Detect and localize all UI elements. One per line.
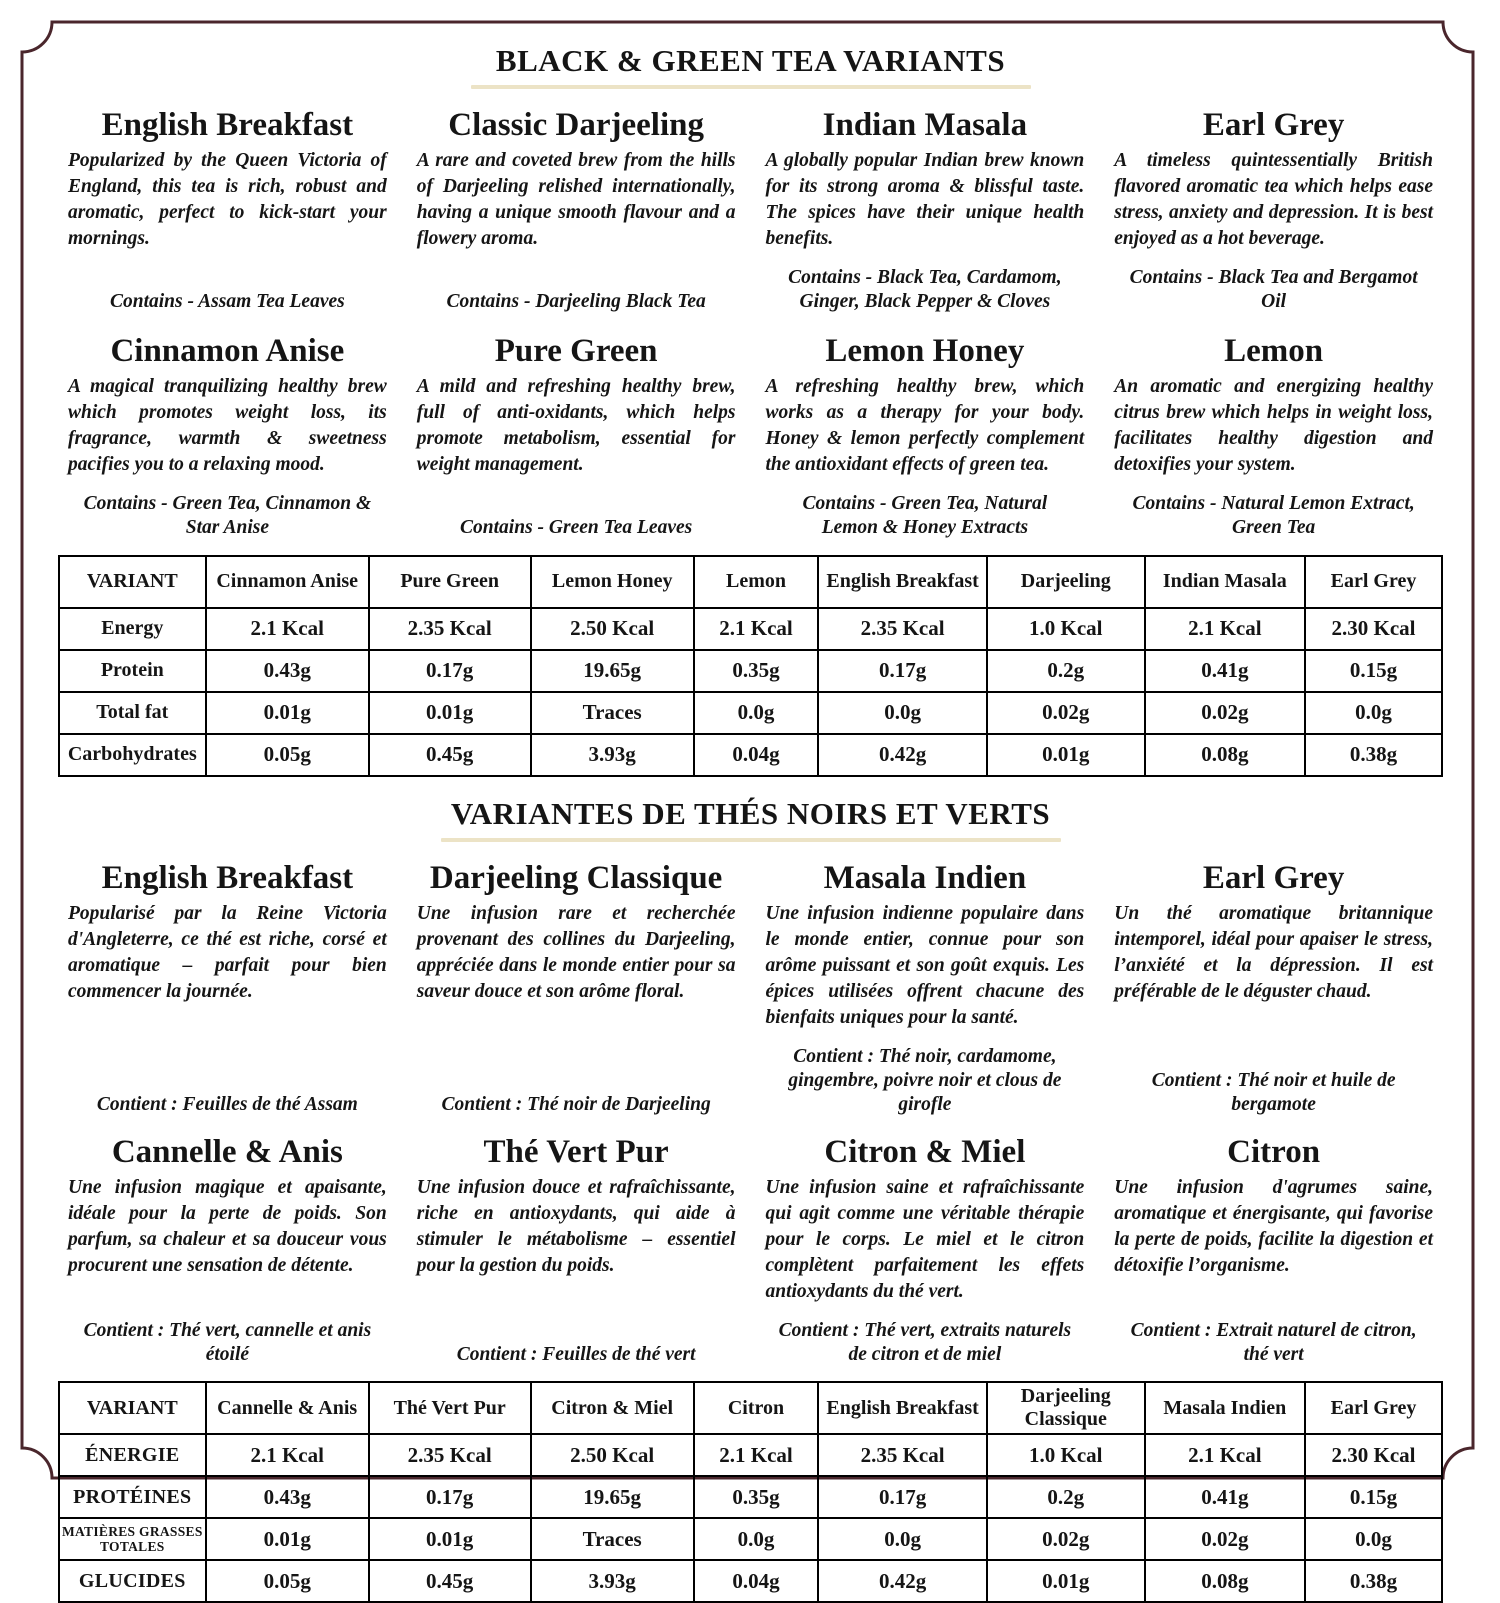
- tea-name: Pure Green: [494, 332, 658, 369]
- table-row-energie: [59, 1434, 1442, 1476]
- table-cell: 0.41g: [1145, 650, 1305, 692]
- tea-contains: Contient : Feuilles de thé vert: [456, 1343, 696, 1365]
- table-row-glucides: [59, 1560, 1442, 1602]
- tea-grid-french-row1: [58, 852, 1443, 1124]
- table-cell: 0.02g: [987, 692, 1145, 734]
- tea-card-earl-grey: [1114, 99, 1433, 321]
- table-cell: 0.35g: [694, 650, 818, 692]
- tea-description: Popularized by the Queen Victoria of England, this tea is rich, robust and aromatic, perfect to kick-start your mornings.: [68, 150, 387, 250]
- table-cell: 0.02g: [1145, 692, 1305, 734]
- table-cell: 0.17g: [818, 650, 987, 692]
- table-cell: 0.02g: [1145, 1518, 1305, 1560]
- table-header-cell: Earl Grey: [1305, 1382, 1442, 1434]
- table-cell: 0.0g: [818, 1518, 987, 1560]
- table-row-protein: [59, 650, 1442, 692]
- tea-contains: Contains - Green Tea, Natural Lemon & Honey Extracts: [802, 492, 1048, 539]
- tea-contains: Contains - Green Tea Leaves: [460, 517, 693, 539]
- table-header-row: [59, 1382, 1442, 1434]
- table-cell: 0.35g: [694, 1476, 818, 1518]
- tea-name: Cinnamon Anise: [110, 332, 345, 369]
- table-cell: 0.42g: [818, 734, 987, 776]
- table-cell: 0.43g: [206, 650, 369, 692]
- tea-description: Popularisé par la Reine Victoria d'Angleterre, ce thé est riche, corsé et aromatique – parfait pour bien commencer la journée.: [68, 902, 387, 1002]
- table-row-label: Carbohydrates: [59, 734, 206, 776]
- tea-contains: Contains - Darjeeling Black Tea: [446, 291, 706, 313]
- tea-card-darjeeling-classique: [417, 852, 736, 1124]
- tea-contains: Contains - Natural Lemon Extract, Green Tea: [1132, 492, 1415, 539]
- tea-name: Thé Vert Pur: [483, 1133, 669, 1170]
- tea-contains: Contient : Feuilles de thé Assam: [96, 1094, 358, 1116]
- table-cell: 2.30 Kcal: [1305, 1434, 1442, 1476]
- tea-name: Lemon Honey: [825, 332, 1025, 369]
- table-header-cell: Indian Masala: [1145, 556, 1305, 608]
- table-cell: Traces: [531, 1518, 694, 1560]
- tea-grid-english-row1: [58, 99, 1443, 321]
- table-cell: 0.45g: [369, 734, 531, 776]
- table-cell: 2.1 Kcal: [1145, 1434, 1305, 1476]
- table-cell: 0.0g: [1305, 692, 1442, 734]
- table-cell: 0.15g: [1305, 1476, 1442, 1518]
- table-row-carbohydrates: [59, 734, 1442, 776]
- section-title-english: BLACK & GREEN TEA VARIANTS: [495, 43, 1006, 78]
- nutrition-table-french: [58, 1381, 1443, 1603]
- tea-contains: Contient : Thé vert, extraits naturels de citron et de miel: [778, 1319, 1072, 1365]
- table-row-label: Total fat: [59, 692, 206, 734]
- section-english: [58, 44, 1443, 777]
- table-header-cell: Cannelle & Anis: [206, 1382, 369, 1434]
- table-row-matieres-grasses: [59, 1518, 1442, 1560]
- table-cell: 0.41g: [1145, 1476, 1305, 1518]
- table-row-proteines: [59, 1476, 1442, 1518]
- table-cell: 0.17g: [369, 1476, 531, 1518]
- table-cell: 0.0g: [818, 692, 987, 734]
- table-cell: 0.01g: [987, 734, 1145, 776]
- nutrition-table-english: [58, 555, 1443, 777]
- table-corner-cell: VARIANT: [59, 1382, 206, 1434]
- tea-name: English Breakfast: [101, 107, 354, 144]
- tea-card-classic-darjeeling: [417, 99, 736, 321]
- table-cell: 2.1 Kcal: [1145, 608, 1305, 650]
- table-cell: 0.2g: [987, 1476, 1145, 1518]
- table-cell: 0.01g: [206, 1518, 369, 1560]
- table-cell: 0.0g: [694, 1518, 818, 1560]
- table-cell: 0.43g: [206, 1476, 369, 1518]
- table-cell: Traces: [531, 692, 694, 734]
- table-header-cell: Cinnamon Anise: [206, 556, 369, 608]
- title-underline: [471, 85, 1031, 89]
- table-cell: 2.1 Kcal: [206, 608, 369, 650]
- table-cell: 2.35 Kcal: [818, 1434, 987, 1476]
- section-title-french: VARIANTES DE THÉS NOIRS ET VERTS: [450, 795, 1051, 831]
- table-row-total-fat: [59, 692, 1442, 734]
- table-cell: 0.05g: [206, 734, 369, 776]
- table-cell: 19.65g: [531, 650, 694, 692]
- tea-description: Un thé aromatique britannique intemporel, idéal pour apaiser le stress, l’anxiété et la dépression. Il est préférable de le déguster chaud.: [1114, 902, 1433, 1002]
- table-header-cell: Thé Vert Pur: [369, 1382, 531, 1434]
- table-cell: 1.0 Kcal: [987, 1434, 1145, 1476]
- table-cell: 0.04g: [694, 734, 818, 776]
- tea-name: Citron: [1227, 1133, 1321, 1170]
- tea-description: A magical tranquilizing healthy brew which promotes weight loss, its fragrance, warmth & sweetness pacifies you to a relaxing mood.: [68, 376, 387, 475]
- table-row-label: Protein: [59, 650, 206, 692]
- table-cell: 0.0g: [694, 692, 818, 734]
- tea-contains: Contient : Extrait naturel de citron, thé vert: [1130, 1319, 1417, 1365]
- tea-description: A refreshing healthy brew, which works as a therapy for your body. Honey & lemon perfectly complement the antioxidant effects of green tea.: [765, 376, 1085, 475]
- table-cell: 0.17g: [818, 1476, 987, 1518]
- tea-name: Earl Grey: [1202, 859, 1345, 896]
- table-header-cell: Lemon: [694, 556, 818, 608]
- tea-name: Earl Grey: [1202, 107, 1345, 144]
- tea-grid-english-row2: [58, 325, 1443, 547]
- table-header-cell: Lemon Honey: [531, 556, 694, 608]
- tea-card-english-breakfast-fr: [68, 852, 387, 1124]
- tea-name: Darjeeling Classique: [429, 859, 723, 896]
- tea-name: Indian Masala: [822, 107, 1028, 144]
- tea-description: A globally popular Indian brew known for its strong aroma & blissful taste. The spices have their unique health benefits.: [765, 150, 1085, 250]
- table-cell: 0.2g: [987, 650, 1145, 692]
- table-header-cell: Citron: [694, 1382, 818, 1434]
- table-cell: 0.04g: [694, 1560, 818, 1602]
- tea-description: An aromatic and energizing healthy citrus brew which helps in weight loss, facilitates healthy digestion and detoxifies your system.: [1114, 376, 1433, 475]
- table-cell: 1.0 Kcal: [987, 608, 1145, 650]
- tea-card-cinnamon-anise: [68, 325, 387, 547]
- table-header-cell: Earl Grey: [1305, 556, 1442, 608]
- tea-grid-french-row2: [58, 1126, 1443, 1374]
- table-header-cell: Pure Green: [369, 556, 531, 608]
- tea-description: Une infusion saine et rafraîchissante qui agit comme une véritable thérapie pour le corps. Le miel et le citron complètent parfaitement les effets antioxydants du thé vert.: [765, 1176, 1085, 1302]
- table-header-cell: English Breakfast: [818, 556, 987, 608]
- tea-contains: Contient : Thé vert, cannelle et anis étoilé: [83, 1319, 372, 1365]
- tea-card-the-vert-pur: [417, 1126, 736, 1374]
- table-cell: 2.50 Kcal: [531, 608, 694, 650]
- tea-card-cannelle-anis: [68, 1126, 387, 1374]
- table-header-cell: Masala Indien: [1145, 1382, 1305, 1434]
- tea-contains: Contains - Assam Tea Leaves: [110, 291, 345, 313]
- table-cell: 0.02g: [987, 1518, 1145, 1560]
- tea-description: Une infusion indienne populaire dans le monde entier, connue pour son arôme puissant et son goût exquis. Les épices utilisées offrent chacune des bienfaits uniques pour la santé.: [765, 902, 1085, 1028]
- table-header-row: [59, 556, 1442, 608]
- table-cell: 3.93g: [531, 734, 694, 776]
- table-cell: 2.30 Kcal: [1305, 608, 1442, 650]
- tea-name: Cannelle & Anis: [111, 1133, 343, 1170]
- tea-name: Lemon: [1224, 332, 1324, 369]
- table-corner-cell: VARIANT: [59, 556, 206, 608]
- tea-name: Citron & Miel: [824, 1133, 1026, 1170]
- tea-description: Une infusion rare et recherchée provenant des collines du Darjeeling, appréciée dans le monde entier pour sa saveur douce et son arôme floral.: [416, 902, 736, 1002]
- table-cell: 0.01g: [206, 692, 369, 734]
- tea-description: A timeless quintessentially British flavored aromatic tea which helps ease stress, anxiety and depression. It is best enjoyed as a hot beverage.: [1114, 150, 1433, 250]
- tea-contains: Contains - Black Tea and Bergamot Oil: [1129, 267, 1418, 313]
- table-row-label: MATIÈRES GRASSES TOTALES: [59, 1518, 206, 1560]
- table-header-cell: Citron & Miel: [531, 1382, 694, 1434]
- table-row-label: GLUCIDES: [59, 1560, 206, 1602]
- title-underline: [441, 838, 1061, 842]
- table-cell: 0.42g: [818, 1560, 987, 1602]
- tea-description: Une infusion d'agrumes saine, aromatique et énergisante, qui favorise la perte de poids, facilite la digestion et détoxifie l’organisme.: [1114, 1176, 1433, 1276]
- tea-description: Une infusion magique et apaisante, idéale pour la perte de poids. Son parfum, sa chaleur et sa douceur vous procurent une sensation de détente.: [68, 1176, 387, 1276]
- tea-contains: Contient : Thé noir de Darjeeling: [441, 1094, 711, 1116]
- table-cell: 2.50 Kcal: [531, 1434, 694, 1476]
- table-cell: 2.1 Kcal: [694, 1434, 818, 1476]
- table-header-cell: Darjeeling: [987, 556, 1145, 608]
- table-cell: 0.08g: [1145, 1560, 1305, 1602]
- tea-card-indian-masala: [766, 99, 1085, 321]
- tea-description: A mild and refreshing healthy brew, full of anti-oxidants, which helps promote metabolism, essential for weight management.: [416, 376, 736, 475]
- tea-contains: Contient : Thé noir, cardamome, gingembre, poivre noir et clous de girofle: [788, 1045, 1062, 1116]
- table-cell: 2.1 Kcal: [206, 1434, 369, 1476]
- section-french: [58, 797, 1443, 1603]
- table-row-label: ÉNERGIE: [59, 1434, 206, 1476]
- tea-contains: Contains - Green Tea, Cinnamon & Star Anise: [83, 492, 372, 539]
- tea-name: Masala Indien: [823, 859, 1027, 896]
- tea-name: English Breakfast: [101, 859, 354, 896]
- tea-card-pure-green: [417, 325, 736, 547]
- tea-name: Classic Darjeeling: [448, 107, 704, 144]
- tea-description: A rare and coveted brew from the hills of Darjeeling relished internationally, having a unique smooth flavour and a flowery aroma.: [416, 150, 736, 250]
- table-row-energy: [59, 608, 1442, 650]
- table-cell: 0.17g: [369, 650, 531, 692]
- table-cell: 0.08g: [1145, 734, 1305, 776]
- table-cell: 0.45g: [369, 1560, 531, 1602]
- table-cell: 0.01g: [369, 692, 531, 734]
- tea-card-english-breakfast: [68, 99, 387, 321]
- table-cell: 3.93g: [531, 1560, 694, 1602]
- table-cell: 0.0g: [1305, 1518, 1442, 1560]
- tea-card-earl-grey-fr: [1114, 852, 1433, 1124]
- table-cell: 0.05g: [206, 1560, 369, 1602]
- table-cell: 19.65g: [531, 1476, 694, 1518]
- tea-card-masala-indien: [766, 852, 1085, 1124]
- tea-contains: Contient : Thé noir et huile de bergamote: [1151, 1069, 1396, 1116]
- table-cell: 0.01g: [987, 1560, 1145, 1602]
- table-cell: 0.15g: [1305, 650, 1442, 692]
- table-row-label: Energy: [59, 608, 206, 650]
- tea-contains: Contains - Black Tea, Cardamom, Ginger, Black Pepper & Cloves: [788, 267, 1062, 313]
- tea-description: Une infusion douce et rafraîchissante, riche en antioxydants, qui aide à stimuler le métabolisme – essentiel pour la gestion du poids.: [416, 1176, 736, 1276]
- tea-card-lemon: [1114, 325, 1433, 547]
- table-cell: 0.38g: [1305, 1560, 1442, 1602]
- table-cell: 2.35 Kcal: [369, 608, 531, 650]
- table-cell: 2.1 Kcal: [694, 608, 818, 650]
- table-row-label: PROTÉINES: [59, 1476, 206, 1518]
- table-header-cell: Darjeeling Classique: [987, 1382, 1145, 1434]
- table-cell: 0.38g: [1305, 734, 1442, 776]
- tea-card-lemon-honey: [766, 325, 1085, 547]
- table-cell: 2.35 Kcal: [818, 608, 987, 650]
- tea-card-citron-miel: [766, 1126, 1085, 1374]
- table-cell: 0.01g: [369, 1518, 531, 1560]
- table-header-cell: English Breakfast: [818, 1382, 987, 1434]
- tea-card-citron: [1114, 1126, 1433, 1374]
- table-cell: 2.35 Kcal: [369, 1434, 531, 1476]
